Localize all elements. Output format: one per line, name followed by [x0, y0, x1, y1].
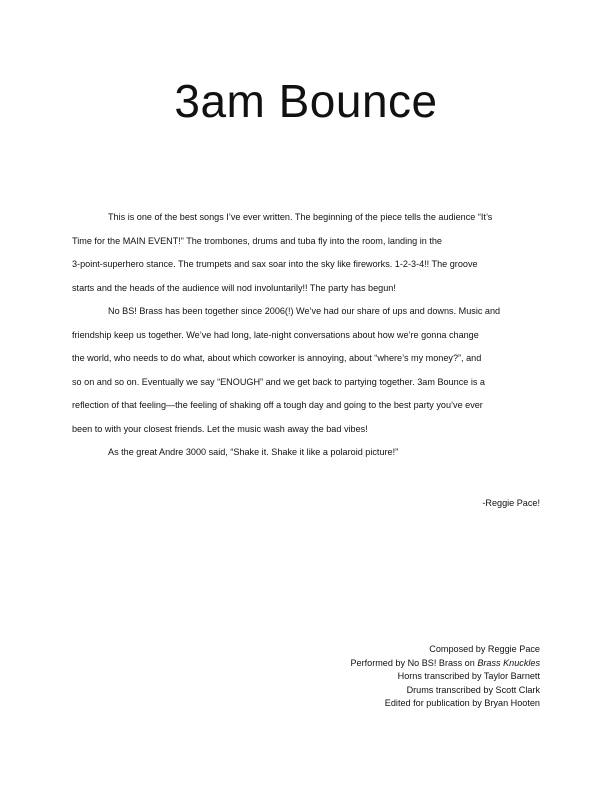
- paragraph-line: starts and the heads of the audience will nod involuntarily!! The party has begun!: [72, 282, 396, 293]
- credit-editor: Edited for publication by Bryan Hooten: [384, 698, 540, 709]
- paragraph-line: No BS! Brass has been together since 2006(!) We’ve had our share of ups and downs. Music and: [108, 306, 501, 316]
- credit-drums: Drums transcribed by Scott Clark: [406, 684, 540, 695]
- program-notes: [72, 206, 546, 465]
- paragraph-line: reflection of that feeling—the feeling of shaking off a tough day and going to the best party you’ve ever: [72, 400, 483, 410]
- credit-performer: [350, 657, 540, 671]
- page-title: 3am Bounce: [174, 75, 438, 127]
- credit-performer-prefix: Performed by No BS! Brass on: [350, 657, 478, 668]
- paragraph-1: [72, 206, 546, 300]
- credit-horns: Horns transcribed by Taylor Barnett: [397, 671, 540, 682]
- paragraph-line: friendship keep us together. We’ve had long, late-night conversations about how we’re gonna change: [72, 329, 479, 340]
- paragraph-line: so on and so on. Eventually we say “ENOUGH” and we get back to partying together. 3am Bounce is a: [72, 376, 485, 387]
- paragraph-line: been to with your closest friends. Let the music wash away the bad vibes!: [72, 423, 368, 434]
- paragraph-line: Time for the MAIN EVENT!” The trombones, drums and tuba fly into the room, landing in the: [72, 235, 442, 246]
- paragraph-3: [72, 441, 546, 465]
- signature: -Reggie Pace!: [482, 498, 540, 508]
- paragraph-line: the world, who needs to do what, about which coworker is annoying, about “where’s my money?”, and: [72, 353, 482, 363]
- paragraph-line: This is one of the best songs I’ve ever written. The beginning of the piece tells the audience “It’s: [108, 212, 493, 222]
- album-title: Brass Knuckles: [477, 657, 540, 668]
- paragraph-line: 3-point-superhero stance. The trumpets and sax soar into the sky like fireworks. 1-2-3-4!! The groove: [72, 259, 478, 269]
- paragraph-line: As the great Andre 3000 said, “Shake it. Shake it like a polaroid picture!”: [108, 447, 399, 457]
- credits-block: [350, 643, 540, 711]
- paragraph-2: [72, 300, 546, 441]
- credit-composer: Composed by Reggie Pace: [429, 644, 540, 654]
